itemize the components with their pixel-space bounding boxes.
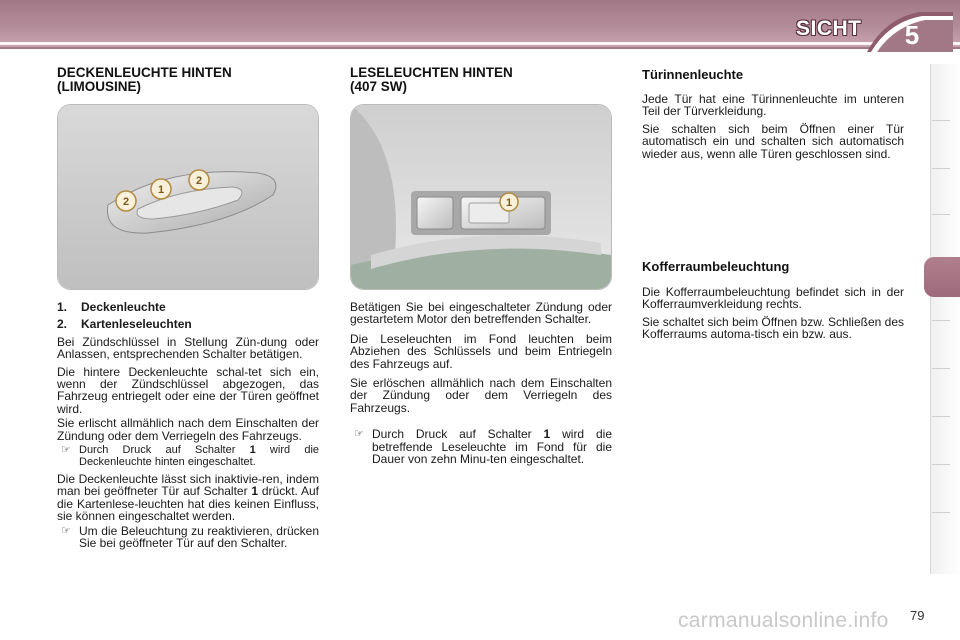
header-stripe bbox=[0, 42, 960, 45]
section-heading: Kofferraumbeleuchtung bbox=[642, 259, 790, 274]
column-2-body bbox=[350, 301, 612, 470]
list-item: 1. Deckenleuchte bbox=[57, 300, 166, 314]
section-heading: DECKENLEUCHTE HINTEN (LIMOUSINE) bbox=[57, 65, 232, 94]
column-1-body bbox=[57, 301, 319, 555]
tab-divider bbox=[932, 120, 950, 121]
paragraph: Sie schaltet sich beim Öffnen bzw. Schließen des Kofferraums automa-tisch ein bzw. aus. bbox=[642, 314, 904, 342]
section-heading: Türinnenleuchte bbox=[642, 67, 744, 82]
photo-ceiling-light bbox=[57, 104, 319, 290]
column-rear-ceiling-light bbox=[57, 66, 319, 94]
tab-divider bbox=[932, 464, 950, 465]
trunk-light-heading-wrap bbox=[642, 259, 904, 274]
paragraph: Betätigen Sie bei eingeschalteter Zündung oder gestartetem Motor den betreffenden Schalter. bbox=[350, 300, 612, 327]
chapter-title: SICHT bbox=[796, 17, 862, 40]
chapter-tab-strip bbox=[930, 64, 960, 574]
paragraph: Die Leseleuchten im Fond leuchten beim Abziehen des Schlüssels und beim Entriegeln des Fahrzeugs auf. bbox=[350, 331, 612, 371]
section-heading: LESELEUCHTEN HINTEN (407 SW) bbox=[350, 65, 513, 94]
tab-divider bbox=[932, 320, 950, 321]
photo-reading-light bbox=[350, 104, 612, 290]
pointing-hand-icon: ☞ bbox=[354, 428, 364, 441]
bullet-item: ☞ Durch Druck auf Schalter 1 wird die Deckenleuchte hinten eingeschaltet. bbox=[61, 444, 320, 469]
paragraph: Sie erlischt allmählich nach dem Einschalten der Zündung oder dem Verriegeln des Fahrzeugs. bbox=[57, 416, 319, 443]
paragraph: Jede Tür hat eine Türinnenleuchte im unteren Teil der Türverkleidung. bbox=[642, 92, 904, 119]
column-3-body-top bbox=[642, 93, 904, 165]
tab-divider bbox=[932, 168, 950, 169]
paragraph: Die Kofferraumbeleuchtung befindet sich in der Kofferraumverkleidung rechts. bbox=[642, 285, 904, 312]
paragraph: Die Deckenleuchte lässt sich inaktivie-ren, indem man bei geöffneter Tür auf Schalter 1 drückt. Auf die Kartenlese-leuchten hat dies keinen Einfluss, sie können eingeschaltet werden. bbox=[57, 472, 320, 524]
column-3-body-bottom bbox=[642, 286, 904, 346]
callout-label: 2 bbox=[122, 196, 130, 208]
paragraph: Die hintere Deckenleuchte schal-tet sich ein, wenn der Zündschlüssel abgezogen, das Fahrzeug entriegelt oder eine der Türen geöffnet wird. bbox=[57, 364, 319, 416]
tab-divider bbox=[932, 512, 950, 513]
column-door-and-trunk-lights bbox=[642, 67, 904, 82]
chapter-number: 5 bbox=[904, 20, 920, 50]
pointing-hand-icon: ☞ bbox=[61, 524, 71, 537]
tab-divider bbox=[932, 368, 950, 369]
paragraph: Sie erlöschen allmählich nach dem Einschalten der Zündung oder dem Verriegeln des Fahrzeugs. bbox=[350, 376, 612, 415]
callout-label: 1 bbox=[157, 184, 165, 196]
paragraph: Bei Zündschlüssel in Stellung Zün-dung oder Anlassen, entsprechenden Schalter betätigen. bbox=[57, 334, 319, 362]
tab-divider bbox=[932, 416, 950, 417]
header-stripe-lower bbox=[0, 47, 960, 49]
list-item: 2. Kartenleseleuchten bbox=[57, 317, 192, 332]
paragraph: Sie schalten sich beim Öffnen einer Tür automatisch ein und schalten sich automatisch wieder aus, wenn alle Türen geschlossen sind. bbox=[642, 121, 904, 161]
bullet-item: ☞ Durch Druck auf Schalter 1 wird die betreffende Leseleuchte im Fond für die Dauer von zehn Minu-ten eingeschaltet. bbox=[354, 427, 612, 467]
callout-label: 2 bbox=[195, 175, 203, 187]
pointing-hand-icon: ☞ bbox=[61, 444, 71, 457]
page-number: 79 bbox=[910, 608, 925, 623]
callout-label: 1 bbox=[505, 197, 513, 209]
column-reading-lights bbox=[350, 66, 612, 94]
tab-divider bbox=[932, 214, 950, 215]
watermark: carmanualsonline.info bbox=[678, 609, 889, 632]
bullet-item: ☞ Um die Beleuchtung zu reaktivieren, drücken Sie bei geöffneter Tür auf den Schalter. bbox=[61, 523, 319, 551]
chapter-tab-active[interactable] bbox=[924, 257, 960, 297]
